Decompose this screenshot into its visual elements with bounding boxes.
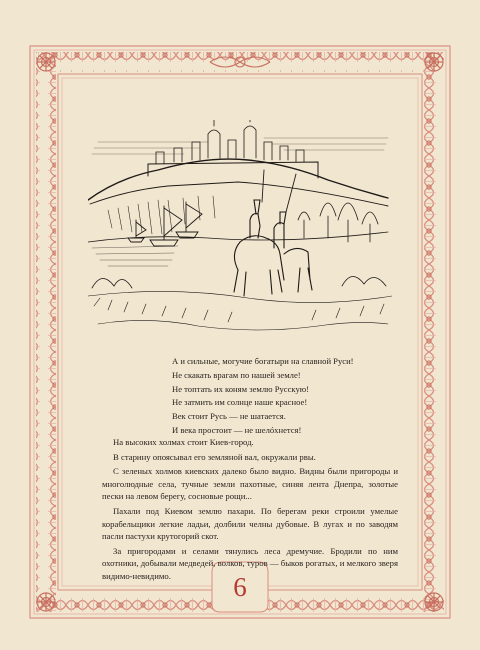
- poem-line: Не затмить им солнце наше красное!: [172, 397, 308, 408]
- prose-paragraph: На высоких холмах стоит Киев-город.: [113, 437, 254, 447]
- poem-line: А и сильные, могучие богатыри на славной Руси!: [172, 356, 354, 366]
- poem-line: Век стоит Русь — не шатается.: [172, 411, 286, 422]
- prose-paragraph: С зеленых холмов киевских далеко было видно. Видны были пригороды и многолюдные села, тучные земли пахотные, синяя лента Днепра, золотые пески на левом берегу, сосновые рощи...: [102, 466, 398, 502]
- page-number: 6: [233, 572, 247, 602]
- prose-paragraph: В старину опоясывал его земляной вал, окружали рвы.: [113, 451, 316, 462]
- poem-line: Не скакать врагам по нашей земле!: [172, 369, 301, 380]
- prose-block: [102, 436, 398, 585]
- prose-paragraph: Пахали под Киевом землю пахари. По берегам реки строили умелые корабельщики легкие ладьи, долбили челны дубовые. В лугах и по заводям пасли пастухи крутогорий скот.: [102, 505, 398, 542]
- poem-line: И века простоит — не шелóхнется!: [172, 424, 302, 435]
- poem-block: [172, 355, 412, 438]
- poem-line: Не топтать их коням землю Русскую!: [172, 383, 310, 394]
- engraving-illustration: [88, 120, 392, 335]
- prose-paragraph: За пригородами и селами тянулись леса дремучие. Бродили по ним охотники, добывали медведей, волков, туров — быков рогатых, и мелкого зверя видимо-невидимо.: [102, 545, 398, 581]
